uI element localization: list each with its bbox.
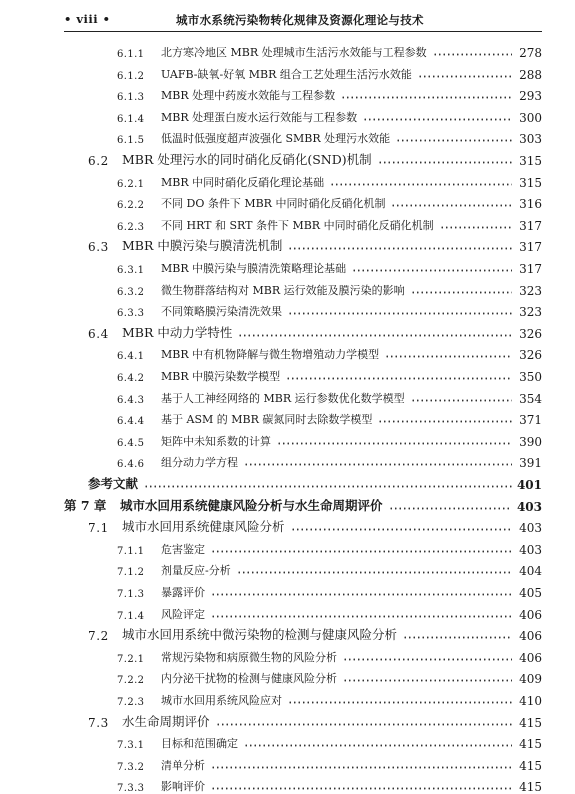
toc-entry[interactable] — [0, 729, 542, 751]
toc-entry-title: 影响评价 — [161, 780, 205, 794]
dot-leader — [343, 649, 512, 661]
toc-entry-number: 6.1.5 — [117, 135, 145, 147]
header-page-number: • viii • — [64, 12, 111, 26]
toc-entry-page-number: 317 — [519, 262, 542, 276]
toc-entry-page-number: 315 — [519, 154, 542, 168]
toc-entry[interactable] — [0, 254, 542, 276]
dot-leader — [288, 692, 512, 704]
toc-entry-page-number: 403 — [519, 521, 542, 536]
toc-entry-page-number: 326 — [519, 348, 542, 363]
toc-entry-number: 6.1.2 — [117, 70, 145, 82]
toc-entry-page-number: 326 — [519, 326, 542, 341]
dot-leader — [144, 476, 512, 488]
toc-entry-title: 矩阵中未知系数的计算 — [161, 434, 271, 448]
toc-entry-number: 7.3.3 — [117, 783, 145, 794]
toc-entry[interactable] — [0, 448, 542, 470]
dot-leader — [211, 757, 512, 769]
toc-entry-page-number: 403 — [516, 499, 542, 514]
toc-entry-number: 6.4.4 — [117, 416, 145, 428]
toc-entry-page-number: 403 — [519, 542, 542, 557]
toc-entry-number: 7.1.4 — [117, 610, 145, 622]
toc-entry[interactable] — [0, 38, 542, 60]
toc-entry-number: 第 7 章 — [64, 497, 107, 513]
toc-references-entry[interactable] — [0, 470, 542, 492]
dot-leader — [378, 152, 512, 164]
toc-entry-number: 6.1.4 — [117, 113, 145, 125]
toc-entry-number: 7.3.1 — [117, 740, 145, 752]
toc-entry-title: 微生物群落结构对 MBR 运行效能及膜污染的影响 — [161, 283, 405, 297]
toc-entry-number: 6.3.2 — [117, 286, 145, 298]
toc-entry-page-number: 316 — [519, 197, 542, 212]
toc-entry-page-number: 404 — [519, 564, 542, 579]
toc-entry-number: 6.3.1 — [117, 265, 145, 276]
dot-leader — [341, 87, 512, 99]
toc-entry[interactable] — [0, 535, 542, 557]
toc-entry-title: 城市水回用系统健康风险分析 — [122, 519, 285, 535]
toc-chapter-entry[interactable] — [0, 492, 542, 514]
toc-entry-page-number: 317 — [519, 240, 542, 255]
toc-entry-page-number: 410 — [519, 694, 542, 708]
toc-entry-title: 水生命周期评价 — [122, 713, 210, 729]
dot-leader — [237, 562, 512, 574]
toc-entry-number: 6.4.5 — [117, 437, 145, 449]
toc-entry-title: MBR 处理污水的同时硝化反硝化(SND)机制 — [122, 152, 372, 167]
toc-entry-number: 7.1.3 — [117, 589, 145, 600]
toc-entry-number: 7.3.2 — [117, 761, 145, 773]
toc-entry-number: 6.4.6 — [117, 459, 145, 471]
toc-entry[interactable] — [0, 643, 542, 665]
toc-entry-title: 不同 HRT 和 SRT 条件下 MBR 中同时硝化反硝化机制 — [161, 218, 434, 232]
dot-leader — [396, 130, 512, 142]
toc-entry-page-number: 415 — [519, 737, 542, 752]
dot-leader — [211, 778, 512, 790]
toc-entry-title: 城市水回用系统风险应对 — [161, 694, 282, 707]
dot-leader — [291, 519, 512, 531]
toc-entry[interactable] — [0, 60, 542, 82]
toc-entry[interactable] — [0, 146, 542, 168]
toc-entry-page-number: 315 — [519, 175, 542, 190]
toc-entry[interactable] — [0, 578, 542, 600]
dot-leader — [216, 714, 512, 726]
toc-entry-number: 6.3.3 — [117, 308, 145, 320]
toc-entry-title: MBR 中同时硝化反硝化理论基础 — [161, 175, 325, 189]
toc-entry-number: 6.1.3 — [117, 92, 145, 104]
toc-entry-page-number: 406 — [519, 650, 542, 665]
dot-leader — [378, 411, 512, 423]
toc-entry-title: 参考文献 — [88, 476, 139, 491]
toc-entry-title: MBR 处理蛋白废水运行效能与工程参数 — [161, 110, 358, 124]
dot-leader — [403, 627, 512, 639]
dot-leader — [343, 670, 512, 682]
dot-leader — [418, 66, 512, 78]
toc-entry[interactable] — [0, 513, 542, 535]
toc-entry-title: 城市水回用系统中微污染物的检测与健康风险分析 — [122, 627, 398, 643]
toc-entry-title: 目标和范围确定 — [161, 737, 238, 751]
toc-entry-page-number: 350 — [519, 370, 542, 384]
toc-entry-number: 7.2.2 — [117, 675, 145, 687]
header-divider — [64, 31, 542, 32]
dot-leader — [391, 195, 512, 207]
toc-entry-page-number: 323 — [519, 283, 542, 298]
toc-entry-page-number: 415 — [519, 715, 542, 730]
toc-entry[interactable] — [0, 427, 542, 449]
toc-entry-number: 6.3 — [88, 240, 109, 255]
toc-entry-number: 7.1.2 — [117, 567, 145, 579]
toc-entry[interactable] — [0, 124, 542, 146]
toc-entry[interactable] — [0, 189, 542, 211]
dot-leader — [433, 44, 512, 56]
toc-entry-page-number: 371 — [519, 413, 542, 428]
toc-entry-number: 7.3 — [88, 715, 109, 730]
toc-entry-number: 6.4.1 — [117, 351, 145, 363]
toc-entry[interactable] — [0, 664, 542, 686]
toc-entry-number: 7.2.3 — [117, 697, 145, 708]
toc-entry-number: 6.2 — [88, 154, 109, 168]
toc-entry-page-number: 300 — [519, 110, 542, 125]
toc-entry-number: 6.1.1 — [117, 49, 145, 60]
dot-leader — [389, 498, 512, 510]
toc-entry[interactable] — [0, 405, 542, 427]
toc-entry[interactable] — [0, 168, 542, 190]
toc-entry-title: 暴露评价 — [161, 586, 205, 599]
toc-entry-page-number: 415 — [519, 780, 542, 794]
toc-entry-title: UAFB-缺氧-好氧 MBR 组合工艺处理生活污水效能 — [161, 67, 412, 81]
toc-entry[interactable] — [0, 81, 542, 103]
toc-entry-title: 风险评定 — [161, 607, 205, 621]
toc-entry-page-number: 391 — [519, 456, 542, 471]
toc-entry[interactable] — [0, 276, 542, 298]
dot-leader — [211, 541, 512, 553]
toc-entry[interactable] — [0, 686, 542, 708]
toc-entry-number: 7.2.1 — [117, 653, 145, 665]
header-book-title: 城市水系统污染物转化规律及资源化理论与技术 — [176, 13, 424, 27]
dot-leader — [244, 735, 512, 747]
toc-entry-number: 6.2.2 — [117, 200, 145, 212]
toc-entry-number: 7.1.1 — [117, 545, 145, 557]
toc-entry-number: 6.2.3 — [117, 221, 145, 233]
dot-leader — [330, 174, 512, 186]
toc-entry-title: 不同 DO 条件下 MBR 中同时硝化反硝化机制 — [161, 197, 386, 211]
dot-leader — [385, 346, 512, 358]
toc-entry-title: 剂量反应-分析 — [161, 564, 231, 578]
toc-entry-title: 组分动力学方程 — [161, 456, 238, 470]
dot-leader — [440, 217, 512, 229]
toc-entry[interactable] — [0, 297, 542, 319]
toc-entry[interactable] — [0, 772, 542, 794]
dot-leader — [277, 433, 512, 445]
toc-entry-page-number: 406 — [519, 607, 542, 622]
toc-entry[interactable] — [0, 556, 542, 578]
toc-entry-page-number: 317 — [519, 218, 542, 233]
toc-entry-title: MBR 中膜污染数学模型 — [161, 370, 281, 383]
toc-entry-page-number: 278 — [519, 46, 542, 60]
toc-entry-number: 6.4 — [88, 326, 109, 341]
toc-entry-title: 城市水回用系统健康风险分析与水生命周期评价 — [120, 497, 383, 513]
toc-entry[interactable] — [0, 232, 542, 254]
toc-entry-page-number: 354 — [519, 391, 542, 406]
dot-leader — [238, 325, 512, 337]
toc-entry[interactable] — [0, 708, 542, 730]
toc-entry-title: 清单分析 — [161, 758, 205, 772]
running-header — [64, 10, 542, 32]
toc-entry-number: 7.2 — [88, 629, 109, 644]
toc-entry-page-number: 390 — [519, 434, 542, 449]
dot-leader — [352, 260, 512, 272]
toc-entry-page-number: 406 — [519, 629, 542, 644]
toc-entry-title: 常规污染物和病原微生物的风险分析 — [161, 650, 337, 664]
toc-entry-title: MBR 中膜污染与膜清洗策略理论基础 — [161, 262, 347, 275]
toc-entry-title: 危害鉴定 — [161, 542, 205, 556]
toc-entry-title: MBR 中动力学特性 — [122, 324, 233, 340]
toc-entry-title: MBR 中有机物降解与微生物增殖动力学模型 — [161, 348, 380, 362]
toc-entry-title: 北方寒冷地区 MBR 处理城市生活污水效能与工程参数 — [161, 46, 427, 59]
toc-entry-page-number: 303 — [519, 132, 542, 147]
toc-entry-title: 低温时低强度超声波强化 SMBR 处理污水效能 — [161, 132, 391, 146]
dot-leader — [411, 390, 512, 402]
toc-entry-page-number: 415 — [519, 758, 542, 773]
toc-entry-title: 基于人工神经网络的 MBR 运行参数优化数学模型 — [161, 391, 405, 405]
dot-leader — [211, 606, 512, 618]
toc-entry-title: 基于 ASM 的 MBR 碳氮同时去除数学模型 — [161, 413, 373, 427]
toc-entry[interactable] — [0, 211, 542, 233]
toc-entry-number: 6.4.2 — [117, 373, 145, 384]
toc-entry-page-number: 409 — [519, 672, 542, 687]
toc-entry[interactable] — [0, 600, 542, 622]
toc-entry[interactable] — [0, 362, 542, 384]
toc-entry-title: MBR 处理中药废水效能与工程参数 — [161, 89, 336, 103]
toc-entry[interactable] — [0, 340, 542, 362]
dot-leader — [211, 584, 512, 596]
toc-entry-number: 6.2.1 — [117, 178, 145, 190]
dot-leader — [288, 303, 512, 315]
toc-entry-title: 内分泌干扰物的检测与健康风险分析 — [161, 672, 337, 686]
toc-entry[interactable] — [0, 319, 542, 341]
toc-entry-number: 7.1 — [88, 521, 109, 536]
toc-entry[interactable] — [0, 103, 542, 125]
toc-entry-page-number: 405 — [519, 586, 542, 600]
toc-entry-number: 6.4.3 — [117, 394, 145, 406]
toc-entry[interactable] — [0, 621, 542, 643]
dot-leader — [288, 238, 512, 250]
dot-leader — [411, 282, 512, 294]
dot-leader — [244, 454, 512, 466]
toc-entry-page-number: 288 — [519, 67, 542, 82]
toc-entry-page-number: 293 — [519, 89, 542, 104]
toc-entry-page-number: 323 — [519, 305, 542, 320]
toc-entry-page-number: 401 — [516, 478, 542, 492]
toc-entry[interactable] — [0, 751, 542, 773]
dot-leader — [286, 368, 512, 380]
dot-leader — [363, 109, 512, 121]
toc-entry[interactable] — [0, 384, 542, 406]
toc-entry-title: MBR 中膜污染与膜清洗机制 — [122, 238, 283, 254]
toc-entry-title: 不同策略膜污染清洗效果 — [161, 305, 282, 319]
